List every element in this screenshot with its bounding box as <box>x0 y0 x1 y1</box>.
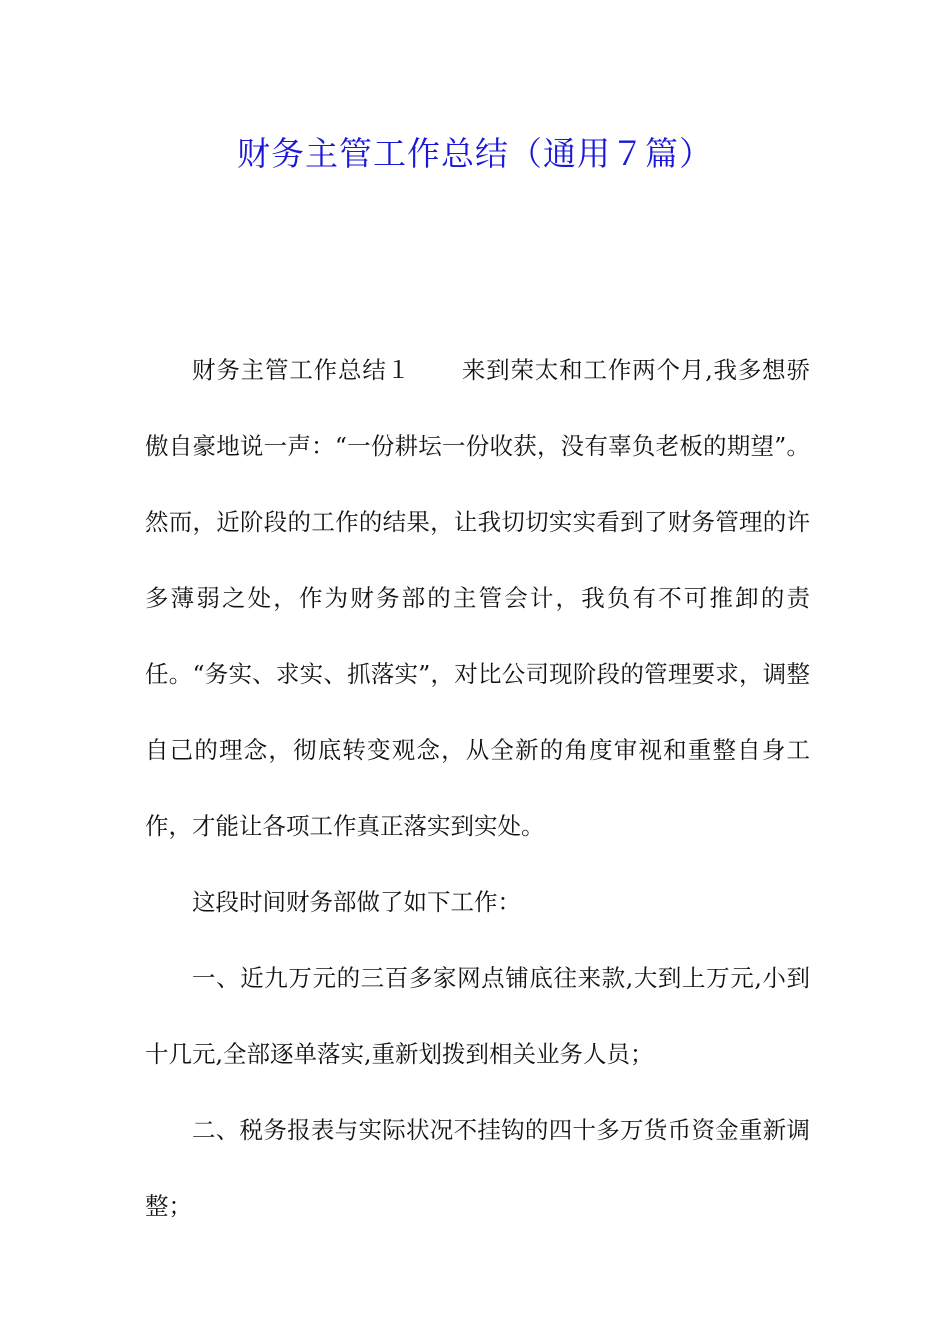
paragraph-2: 这段时间财务部做了如下工作： <box>192 888 521 916</box>
paragraph-1-text: 来到荣太和工作两个月,我多想骄傲自豪地说一声：“一份耕坛一份收获，没有辜负老板的期望”。然而，近阶段的工作的结果，让我切切实实看到了财务管理的许多薄弱之处，作为财务部的主管会计，我负有不可推卸的责任。“务实、求实、抓落实”，对比公司现阶段的管理要求，调整自己的理念，彻底转变观念，从全新的角度审视和重整自身工作，才能让各项工作真正落实到实处。 <box>145 356 810 840</box>
paragraph-1 <box>145 332 810 864</box>
document-body <box>145 332 810 1244</box>
document-title: 财务主管工作总结（通用７篇） <box>237 134 713 173</box>
paragraph-3: 一、近九万元的三百多家网点铺底往来款,大到上万元,小到十几元,全部逐单落实,重新划拨到相关业务人员； <box>145 964 810 1068</box>
paragraph-4: 二、税务报表与实际状况不挂钩的四十多万货币资金重新调整； <box>145 1116 810 1220</box>
section-heading: 财务主管工作总结１ <box>192 356 412 384</box>
